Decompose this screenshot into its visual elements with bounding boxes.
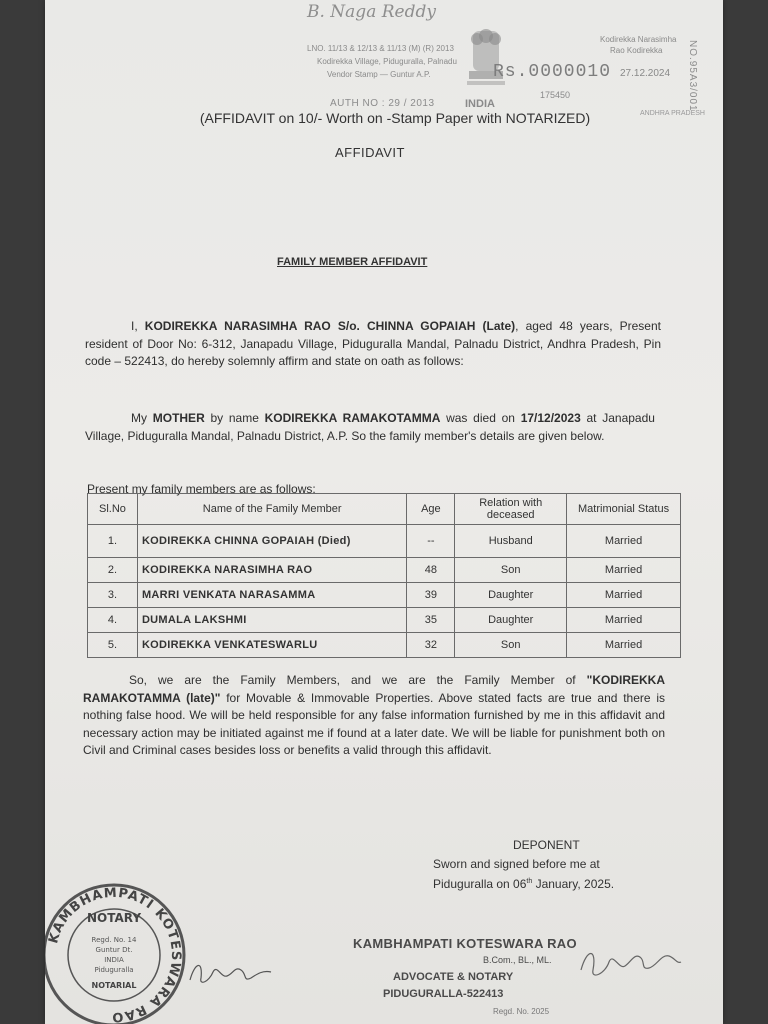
member-status: Married [567,558,681,583]
seal-bottom-text: NOTARIAL [91,981,137,990]
table-row [88,558,681,583]
stamp-header-line: Vendor Stamp — Guntur A.P. [327,70,431,79]
notary-role: ADVOCATE & NOTARY [393,971,514,983]
member-status: Married [567,525,681,558]
para2-text: My [131,411,153,425]
closing-paragraph [83,672,665,760]
column-header: Sl.No [88,494,138,525]
sworn-line [433,873,614,893]
deponent-signature-icon [575,940,685,985]
stamp-header-line: LNO. 11/13 & 12/13 & 11/13 (M) (R) 2013 [307,44,454,53]
handwritten-note: B. Naga Reddy [307,2,436,22]
stamp-country: INDIA [465,98,495,110]
stamp-vertical-serial: NO.95A3/001 [687,40,698,112]
stamp-state: ANDHRA PRADESH [640,110,705,117]
affidavit-heading: FAMILY MEMBER AFFIDAVIT [277,256,428,268]
para2-text: by name [204,411,265,425]
para2-text: was died on [440,411,521,425]
member-name: KODIREKKA CHINNA GOPAIAH (Died) [137,525,406,558]
stamp-right-header: Kodirekka Narasimha [600,35,677,44]
affidavit-note: (AFFIDAVIT on 10/- Worth on -Stamp Paper with NOTARIZED) [199,110,591,126]
para1-prefix: I, [131,319,145,333]
seal-inner-text: Piduguralla [94,966,134,974]
para1-text: , aged 48 years, Present resident of Door No: 6-312, Janapadu Village, Piduguralla Mandal, Palnadu District, Andhra Pradesh, Pin code – 522413, do hereby solemnly affirm and state on oath as follows: [85,319,661,368]
row-number: 2. [88,558,138,583]
deponent-name: KODIREKKA NARASIMHA RAO S/o. CHINNA GOPAIAH (Late) [144,319,516,333]
notary-place: PIDUGURALLA-522413 [383,988,504,1000]
member-name: MARRI VENKATA NARASAMMA [137,583,406,608]
member-age: 35 [407,608,455,633]
seal-inner-text: Regd. No. 14 [91,936,137,944]
notary-seal-icon [45,880,189,1024]
member-relation: Husband [455,525,567,558]
stamp-paper-header [45,0,723,117]
member-relation: Daughter [455,608,567,633]
para3-text: for Movable & Immovable Properties. Above stated facts are true and there is nothing false hood. We will be held responsible for any false information furnished by me in this affidavit and necessary action may be initiated against me if found at a later date. We will be liable for punishment both on Civil and Criminal cases besides loss or benefits a valid through this affidavit. [83,690,666,757]
deceased-paragraph [85,410,655,445]
sworn-place: Piduguralla on 06 [433,877,527,891]
notary-signature-icon [185,952,275,992]
table-caption: Present my family members are as follows: [87,482,316,496]
ashoka-emblem-icon [463,25,509,97]
para2-text: at Janapadu Village, Piduguralla Mandal, Palnadu District, A.P. So the family member's details are given below. [85,411,655,443]
seal-top-text: NOTARY [86,911,142,925]
column-header: Age [407,494,455,525]
member-age: 39 [407,583,455,608]
stamp-header-line: Kodirekka Village, Piduguralla, Palnadu [317,57,457,66]
date-suffix: th [526,878,533,885]
deceased-name-quoted: "KODIREKKA RAMAKOTAMMA (late)" [83,673,665,705]
stamp-paper-page [45,0,723,1024]
stamp-amount: Rs.0000010 [493,62,612,82]
member-relation: Son [455,558,567,583]
member-status: Married [567,583,681,608]
notary-extra: Regd. No. 2025 [493,1007,550,1016]
member-name: KODIREKKA NARASIMHA RAO [137,558,406,583]
member-status: Married [567,608,681,633]
member-name: DUMALA LAKSHMI [137,608,406,633]
member-relation: Daughter [455,583,567,608]
column-header: Matrimonial Status [567,494,681,525]
table-row [88,525,681,558]
para3-text: So, we are the Family Members, and we are the Family Member of [129,673,587,687]
svg-text:KAMBHAMPATI KOTESWARA RAO [46,886,183,1024]
table-row [88,583,681,608]
table-row [88,633,681,658]
row-number: 3. [88,583,138,608]
family-members-table [87,493,681,658]
row-number: 5. [88,633,138,658]
deceased-name: KODIREKKA RAMAKOTAMMA [264,411,441,425]
table-header-row [88,494,681,525]
seal-inner-text: Guntur Dt. [95,946,133,954]
member-status: Married [567,633,681,658]
declaration-paragraph [85,318,661,371]
affidavit-title: AFFIDAVIT [335,145,405,160]
table-row [88,608,681,633]
sworn-date: January, 2025. [532,877,615,891]
death-date: 17/12/2023 [520,411,581,425]
sworn-line: Sworn and signed before me at [433,857,600,871]
member-age: 48 [407,558,455,583]
member-name: KODIREKKA VENKATESWARLU [137,633,406,658]
seal-outer-text: KAMBHAMPATI KOTESWARA RAO [46,885,184,1024]
member-age: 32 [407,633,455,658]
member-age: -- [407,525,455,558]
row-number: 4. [88,608,138,633]
row-number: 1. [88,525,138,558]
stamp-auth-number: AUTH NO : 29 / 2013 [330,98,435,109]
stamp-serial: 175450 [540,90,571,100]
relation-word: MOTHER [152,411,205,425]
seal-inner-text: INDIA [104,956,124,964]
column-header: Name of the Family Member [137,494,406,525]
column-header: Relation with deceased [455,494,567,525]
stamp-date: 27.12.2024 [620,68,671,79]
notary-stamp [353,935,577,1020]
notary-name: KAMBHAMPATI KOTESWARA RAO [353,936,577,951]
sworn-statement [433,856,614,893]
stamp-right-header: Rao Kodirekka [610,46,663,55]
deponent-label: DEPONENT [513,838,580,852]
notary-qualification: B.Com., BL., ML. [483,955,552,965]
member-relation: Son [455,633,567,658]
